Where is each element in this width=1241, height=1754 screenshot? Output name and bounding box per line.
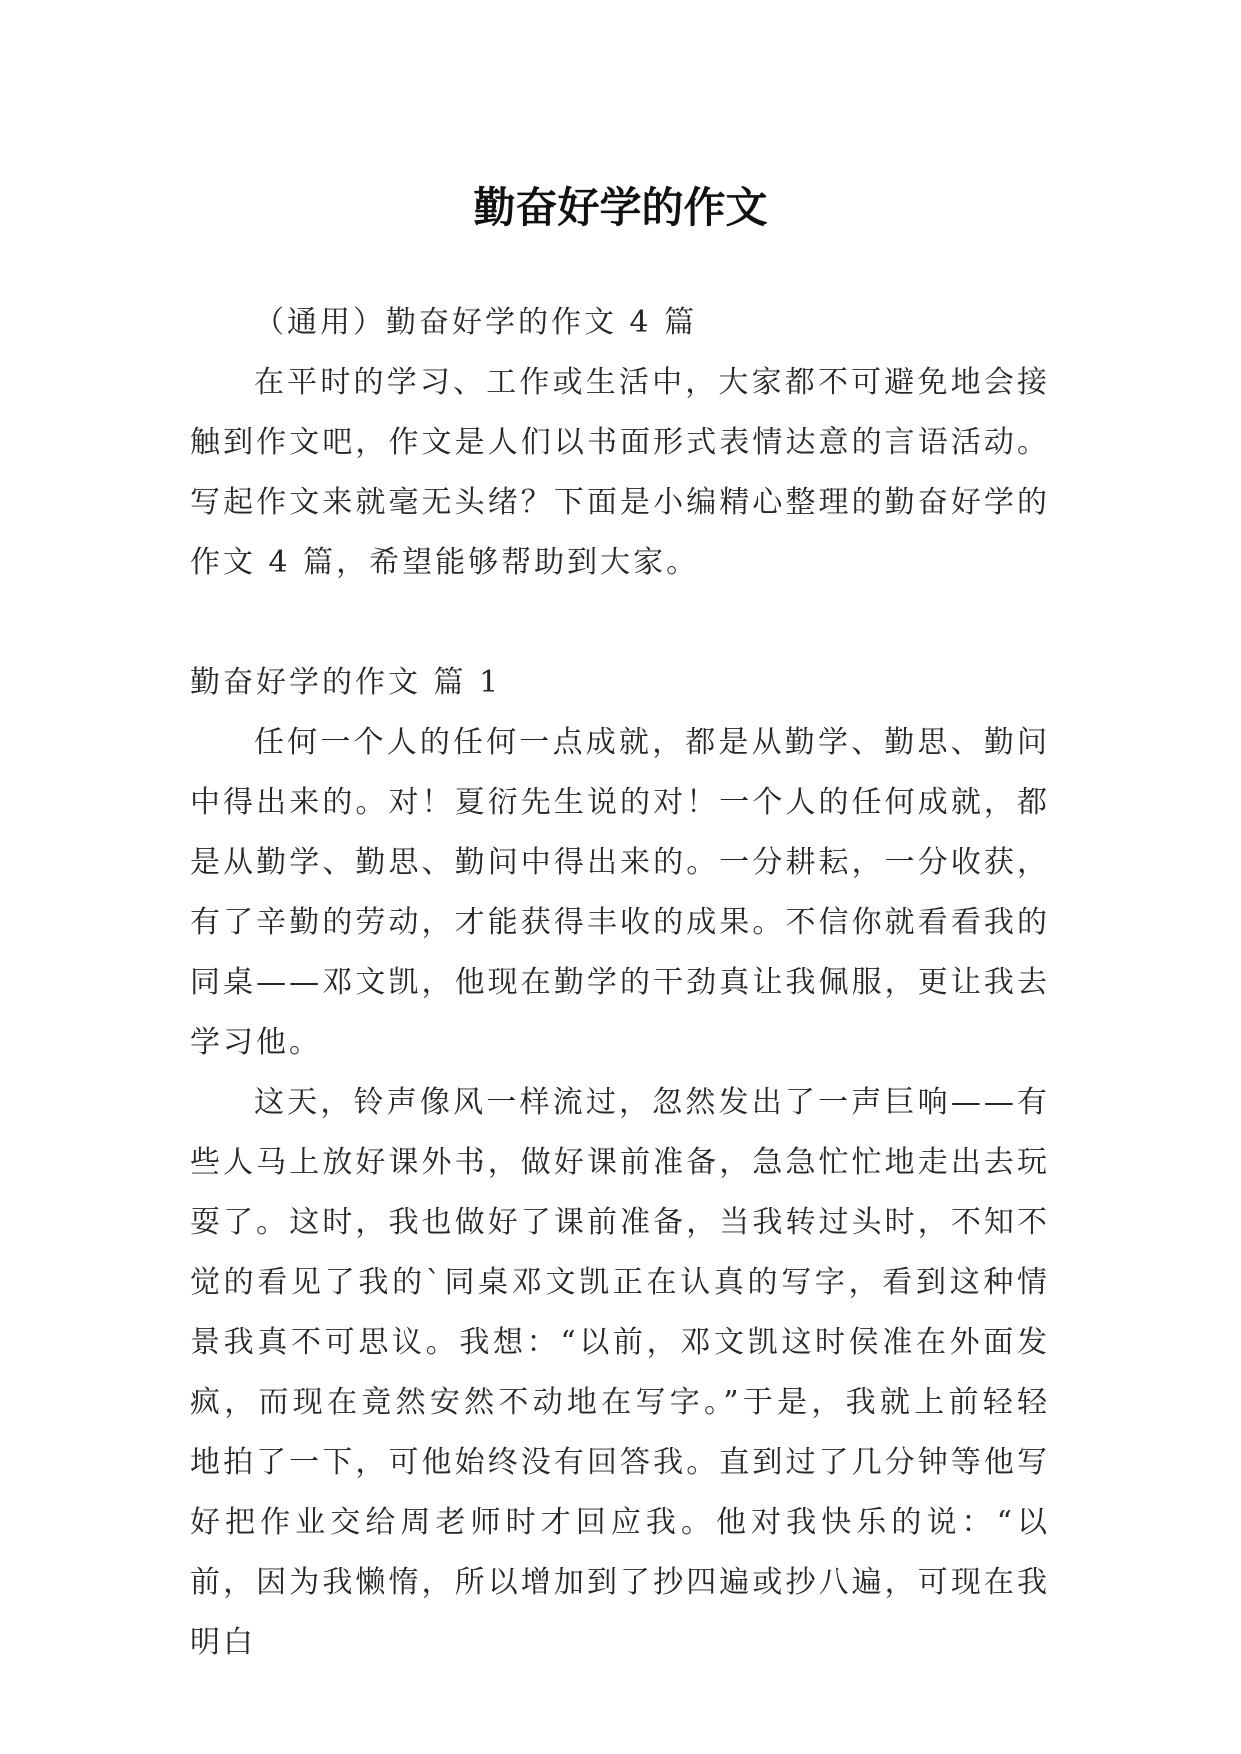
document-title: 勤奋好学的作文 <box>473 183 768 233</box>
document-body <box>190 293 1050 1673</box>
section-paragraph: 这天，铃声像风一样流过，忽然发出了一声巨响——有些人马上放好课外书，做好课前准备，急急忙忙地走出去玩耍了。这时，我也做好了课前准备，当我转过头时，不知不觉的看见了我的`同桌邓文凯正在认真的写字，看到这种情景我真不可思议。我想：“以前，邓文凯这时侯准在外面发疯，而现在竟然安然不动地在写字。”于是，我就上前轻轻地拍了一下，可他始终没有回答我。直到过了几分钟等他写好把作业交给周老师时才回应我。他对我快乐的说：“以前，因为我懒惰，所以增加到了抄四遍或抄八遍，可现在我明白 <box>190 1085 1050 1660</box>
section-paragraph: 任何一个人的任何一点成就，都是从勤学、勤思、勤问中得出来的。对！夏衍先生说的对！一个人的任何成就，都是从勤学、勤思、勤问中得出来的。一分耕耘，一分收获，有了辛勤的劳动，才能获得丰收的成果。不信你就看看我的同桌——邓文凯，他现在勤学的干劲真让我佩服，更让我去学习他。 <box>190 725 1050 1060</box>
intro-paragraph: 在平时的学习、工作或生活中，大家都不可避免地会接触到作文吧，作文是人们以书面形式表情达意的言语活动。写起作文来就毫无头绪？下面是小编精心整理的勤奋好学的作文 4 篇，希望能够帮助到大家。 <box>190 365 1050 580</box>
section-heading: 勤奋好学的作文 篇 1 <box>190 665 502 700</box>
document-subtitle: （通用）勤奋好学的作文 4 篇 <box>254 305 698 340</box>
